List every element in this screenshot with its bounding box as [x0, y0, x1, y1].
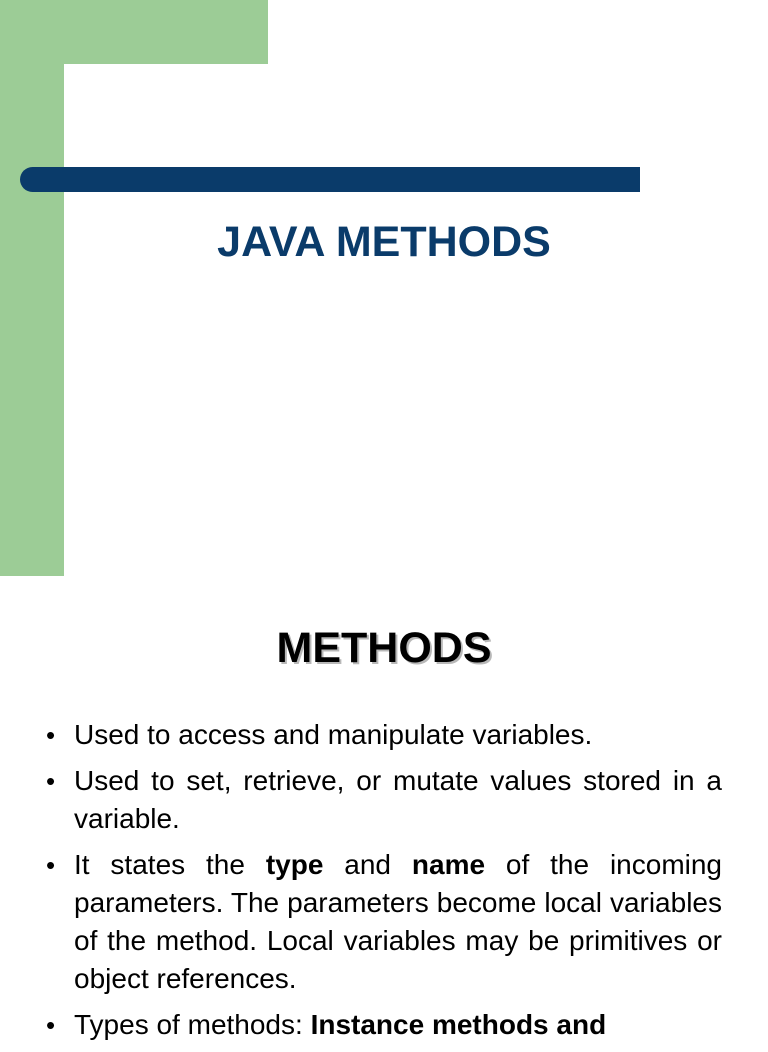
bullet-bold-term: name — [411, 849, 486, 880]
bullet-icon: • — [46, 850, 56, 880]
bullet-bold-term: Instance methods and — [310, 1009, 607, 1040]
bullet-text: Used to set, retrieve, or mutate values stored in a variable. — [74, 765, 722, 834]
bullet-text-part: Types of methods: — [74, 1009, 311, 1040]
bullet-item — [42, 762, 722, 838]
bullet-item — [42, 716, 722, 754]
bullet-bold-term: type — [265, 849, 324, 880]
bullet-text: Used to access and manipulate variables. — [74, 719, 593, 750]
bullet-icon: • — [46, 1010, 56, 1040]
title-rule-bar — [20, 167, 640, 192]
bullet-icon: • — [46, 766, 56, 796]
slide-heading: METHODS — [276, 624, 492, 672]
slide-panel — [64, 64, 768, 576]
bullet-text-part: It states the — [74, 849, 266, 880]
bullet-text-part: and — [323, 849, 412, 880]
bullet-item — [42, 846, 722, 998]
bullet-text-part: of the incoming parameters. The parameters become local variables of the method. Local variables may be primitives or object references. — [74, 849, 723, 994]
bullet-item — [42, 1006, 722, 1044]
slide-title: JAVA METHODS — [217, 218, 551, 266]
bullet-icon: • — [46, 720, 56, 750]
green-accent-left — [0, 0, 64, 576]
content-slide — [0, 576, 768, 1040]
bullet-list — [42, 716, 722, 1052]
